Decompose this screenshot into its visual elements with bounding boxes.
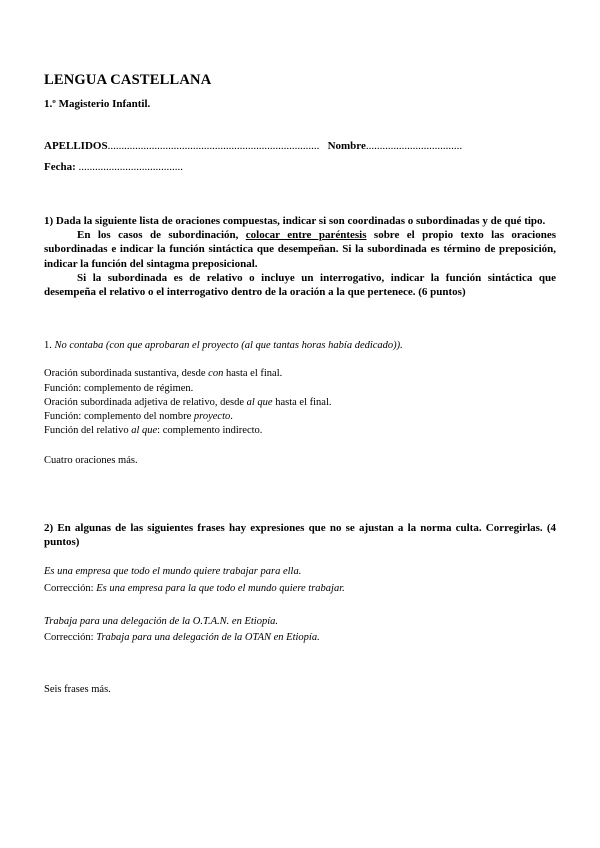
answer-text: Oración subordinada adjetiva de relativo, desde — [44, 397, 247, 408]
question-1-paragraph-3: Si la subordinada es de relativo o incluye un interrogativo, indicar la función sintáctica que desempeña el relativo o el interrogativo dentro de la oración a la que pertenece. (6 puntos) — [44, 271, 556, 299]
correction-2-text: Trabaja para una delegación de la OTAN en Etiopía. — [96, 632, 320, 643]
q1-underlined-instruction: colocar entre paréntesis — [245, 229, 367, 242]
answer-line-3 — [44, 397, 332, 408]
incorrect-sentence-1 — [44, 566, 301, 577]
correction-label: Corrección: — [44, 583, 97, 594]
more-phrases-note: Seis frases más. — [44, 684, 111, 695]
answer-text: Función del relativo — [44, 425, 132, 436]
answer-line-4 — [44, 411, 233, 422]
page-title: LENGUA CASTELLANA — [44, 72, 212, 88]
question-1-instructions — [44, 214, 556, 299]
nombre-label: Nombre — [327, 140, 366, 152]
date-field-row — [44, 161, 183, 173]
fecha-label: Fecha: — [44, 161, 76, 173]
answer-italic: con — [208, 368, 224, 379]
name-fields-row — [44, 140, 462, 152]
answer-line-5 — [44, 425, 262, 436]
question-2-instructions: 2) En algunas de las siguientes frases hay expresiones que no se ajustan a la norma culta. Corregirlas. (4 puntos) — [44, 522, 556, 549]
answer-text: . — [230, 411, 233, 422]
incorrect-sentence-2 — [44, 616, 278, 627]
sentence-1-text: Es una empresa que todo el mundo quiere trabajar para ella. — [44, 566, 302, 577]
correction-label: Corrección: — [44, 632, 97, 643]
answer-line-2: Función: complemento de régimen. — [44, 383, 194, 394]
nombre-blank[interactable]: ................................... — [365, 140, 463, 152]
answer-italic: al que — [131, 425, 158, 436]
more-sentences-note: Cuatro oraciones más. — [44, 455, 138, 466]
question-1-intro: 1) Dada la siguiente lista de oraciones compuestas, indicar si son coordinadas o subordinadas y de qué tipo. — [44, 215, 546, 227]
answer-italic: proyecto — [193, 411, 231, 422]
fecha-blank[interactable]: ...................................... — [78, 161, 184, 173]
example-sentence-text: No contaba (con que aprobaran el proyecto (al que tantas horas había dedicado)). — [54, 340, 403, 351]
answer-text: hasta el final. — [223, 368, 283, 379]
sentence-2-text: Trabaja para una delegación de la O.T.A.N. en Etiopía. — [44, 616, 279, 627]
answer-italic: al que — [246, 397, 273, 408]
correction-1-text: Es una empresa para la que todo el mundo quiere trabajar. — [96, 583, 345, 594]
q1-p2-text: En los casos de subordinación, — [77, 229, 246, 242]
apellidos-label: APELLIDOS — [44, 140, 108, 152]
answer-text: : complemento indirecto. — [157, 425, 263, 436]
course-subtitle: 1.º Magisterio Infantil. — [44, 98, 151, 110]
answer-line-1 — [44, 368, 282, 379]
question-1-paragraph-2 — [44, 228, 556, 271]
example-number: 1. — [44, 340, 55, 351]
example-sentence-1 — [44, 340, 403, 351]
answer-text: hasta el final. — [272, 397, 332, 408]
apellidos-blank[interactable]: ............................................................................. — [107, 140, 320, 152]
answer-text: Función: complemento del nombre — [44, 411, 194, 422]
correction-1 — [44, 583, 345, 594]
answer-text: Oración subordinada sustantiva, desde — [44, 368, 209, 379]
correction-2 — [44, 632, 320, 643]
q1-p2-text-end: sobre el propio texto las oraciones subordinadas e indicar la función sintáctica que desempeñan. Si la subordinada es término de preposición, indicar la función del sintagma preposicional. — [44, 229, 556, 270]
